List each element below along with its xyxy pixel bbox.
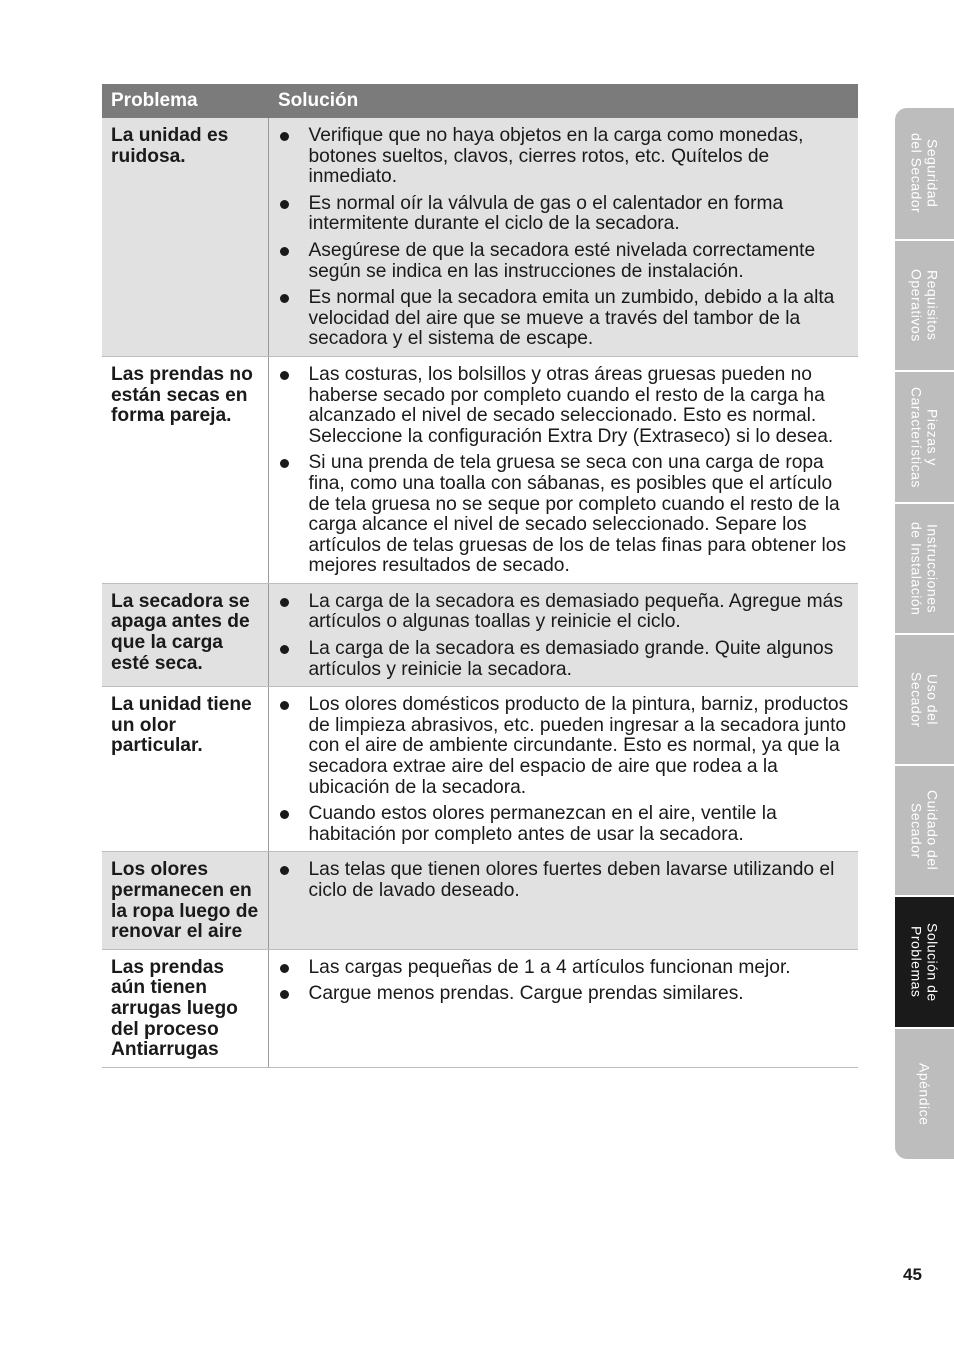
solution-list [279, 365, 853, 577]
solution-cell [268, 118, 858, 356]
side-tab[interactable] [895, 108, 954, 241]
troubleshooting-table [102, 84, 858, 1068]
bullet-icon [280, 598, 289, 607]
bullet-icon [280, 866, 289, 875]
problem-cell: La secadora se apaga antes de que la carga esté seca. [102, 583, 268, 686]
solution-item [279, 984, 853, 1005]
problem-cell: Las prendas no están secas en forma pareja. [102, 356, 268, 583]
solution-list [279, 958, 853, 1005]
solution-cell [268, 852, 858, 949]
table-row [102, 687, 858, 852]
solution-text: Es normal oír la válvula de gas o el calentador en forma intermitente durante el ciclo de la secadora. [308, 192, 784, 235]
solution-item [279, 288, 853, 350]
bullet-icon [280, 200, 289, 209]
side-tab[interactable] [895, 635, 954, 766]
solution-text: Cargue menos prendas. Cargue prendas similares. [308, 983, 744, 1005]
table-row [102, 949, 858, 1067]
solution-text: Asegúrese de que la secadora esté nivelada correctamente según se indica en las instrucciones de instalación. [308, 239, 816, 282]
solution-text: La carga de la secadora es demasiado pequeña. Agregue más artículos o algunas toallas y reinicie el ciclo. [308, 590, 843, 633]
bullet-icon [280, 459, 289, 468]
bullet-icon [280, 810, 289, 819]
side-tab[interactable] [895, 372, 954, 504]
bullet-icon [280, 645, 289, 654]
side-tab-label: Apéndice [916, 1062, 933, 1126]
bullet-icon [280, 371, 289, 380]
solution-text: Las cargas pequeñas de 1 a 4 artículos funcionan mejor. [308, 956, 791, 978]
table-row [102, 852, 858, 949]
problem-cell: Las prendas aún tienen arrugas luego del proceso Antiarrugas [102, 949, 268, 1067]
side-tab-label: Seguridad del Secador [908, 133, 941, 214]
problem-cell: Los olores permanecen en la ropa luego de renovar el aire [102, 852, 268, 949]
solution-item [279, 365, 853, 447]
header-solution: Solución [268, 84, 858, 118]
side-tab-label: Instrucciones de Instalación [908, 521, 941, 616]
solution-item [279, 958, 853, 979]
side-tab-label: Requisitos Operativos [908, 269, 941, 342]
side-tab-label: Piezas y Características [908, 386, 941, 488]
bullet-icon [280, 964, 289, 973]
solution-text: Es normal que la secadora emita un zumbido, debido a la alta velocidad del aire que se mueve a través del tambor de la secadora y el sistema de escape. [308, 287, 835, 350]
bullet-icon [280, 990, 289, 999]
side-tab[interactable] [895, 241, 954, 372]
solution-text: Cuando estos olores permanezcan en el aire, ventile la habitación por completo antes de usar la secadora. [308, 803, 777, 845]
solution-text: Las costuras, los bolsillos y otras áreas gruesas pueden no haberse secado por completo cuando el resto de la carga ha alcanzado el nivel de secado seleccionado. Esto es normal. Seleccione la configuración Extra Dry (Extraseco) si lo desea. [308, 363, 834, 447]
solution-item [279, 592, 853, 633]
section-tabs [895, 108, 954, 1158]
table-header-row [102, 84, 858, 118]
header-problem: Problema [102, 84, 268, 118]
solution-cell [268, 687, 858, 852]
solution-cell [268, 583, 858, 686]
side-tab-label: Uso del Secador [908, 671, 941, 728]
solution-item [279, 126, 853, 188]
table-row [102, 356, 858, 583]
side-tab[interactable] [895, 1029, 954, 1159]
page-number: 45 [903, 1265, 922, 1284]
table-row [102, 118, 858, 356]
solution-item [279, 453, 853, 577]
solution-cell [268, 949, 858, 1067]
problem-cell: La unidad tiene un olor particular. [102, 687, 268, 852]
solution-item [279, 194, 853, 235]
problem-cell: La unidad es ruidosa. [102, 118, 268, 356]
solution-list [279, 592, 853, 680]
side-tab-label: Solución de Problemas [908, 922, 941, 1002]
solution-item [279, 804, 853, 845]
solution-item [279, 695, 853, 798]
table-row [102, 583, 858, 686]
solution-cell [268, 356, 858, 583]
bullet-icon [280, 701, 289, 710]
bullet-icon [280, 132, 289, 141]
solution-text: Si una prenda de tela gruesa se seca con una carga de ropa fina, como una toalla con sábanas, es posibles que el artículo de tela gruesa no se seque por completo cuando el resto de la carga alcance el nivel de secado seleccionado. Separe los artículos de telas gruesas de los de telas finas para obtener los mejores resultados de secado. [308, 452, 847, 577]
solution-text: La carga de la secadora es demasiado grande. Quite algunos artículos y reinicie la secadora. [308, 638, 834, 680]
solution-text: Verifique que no haya objetos en la carga como monedas, botones sueltos, clavos, cierres rotos, etc. Quítelos de inmediato. [308, 125, 804, 188]
solution-list [279, 126, 853, 350]
solution-item [279, 860, 853, 901]
solution-list [279, 860, 853, 901]
solution-text: Las telas que tienen olores fuertes deben lavarse utilizando el ciclo de lavado deseado. [308, 859, 835, 901]
side-tab-label: Cuidado del Secador [908, 790, 941, 871]
solution-text: Los olores domésticos producto de la pintura, barniz, productos de limpieza abrasivos, etc. pueden ingresar a la secadora junto con el aire de ambiente circundante. Esto es normal, ya que la secadora extrae aire del espacio de aire que rodea a la ubicación de la secadora. [308, 694, 849, 798]
solution-list [279, 695, 853, 845]
bullet-icon [280, 247, 289, 256]
side-tab[interactable] [895, 504, 954, 635]
side-tab[interactable] [895, 897, 954, 1029]
solution-item [279, 241, 853, 282]
solution-item [279, 639, 853, 680]
bullet-icon [280, 294, 289, 303]
side-tab[interactable] [895, 766, 954, 897]
